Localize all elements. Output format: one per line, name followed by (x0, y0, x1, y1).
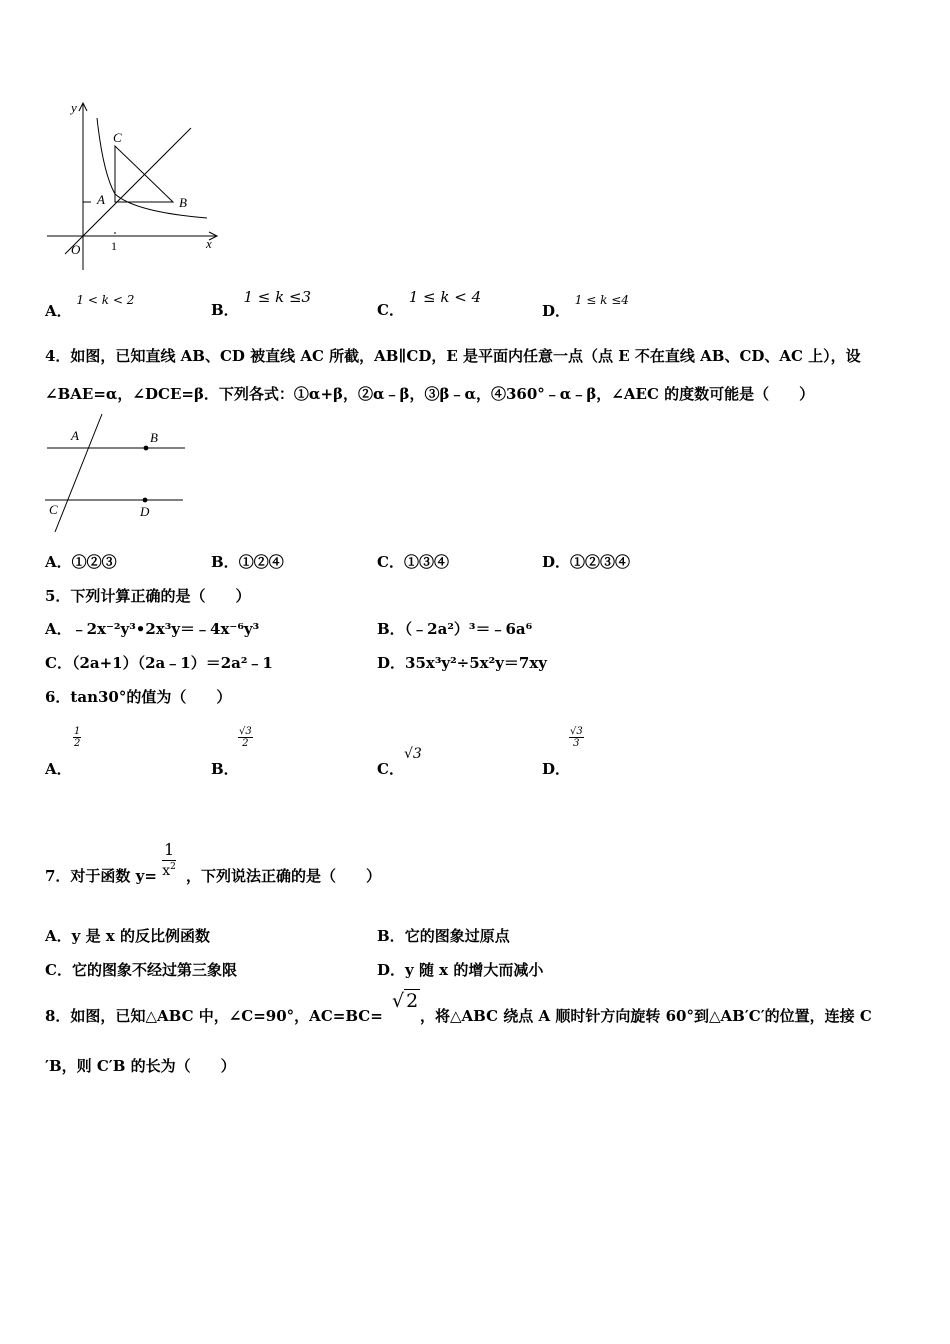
label-a: A (71, 428, 79, 443)
option-letter: D． (377, 961, 406, 979)
fraction (238, 726, 253, 749)
denominator: 3 (573, 738, 580, 749)
option-value: ①②④ (238, 553, 284, 571)
q5-option-d[interactable]: D．35x³y²÷5x²y＝7xy (377, 654, 548, 672)
q5-option-a[interactable]: A．﹣2x⁻²y³•2x³y＝﹣4x⁻⁶y³ (45, 620, 260, 638)
option-value: 1 ≤ k ≤4 (574, 293, 629, 307)
label-x: x (206, 236, 212, 251)
q7-option-d[interactable] (377, 959, 543, 980)
option-value: √3 (404, 746, 422, 762)
q7-prefix: 7．对于函数 y= (45, 867, 157, 885)
q7-option-b[interactable] (377, 925, 510, 946)
line-y-eq-x (65, 128, 191, 254)
q3-figure (45, 98, 225, 273)
q8-sqrt: √ 2 (392, 990, 419, 1012)
option-letter: A． (45, 553, 72, 571)
option-letter: D． (542, 553, 571, 571)
denominator: 2 (242, 738, 249, 749)
q4-stem-line2: ∠BAE=α，∠DCE=β．下列各式：①α+β，②α﹣β，③β﹣α，④360°﹣α﹣β，∠AEC 的度数可能是（ ） (45, 385, 815, 403)
label-1: 1 (111, 239, 117, 253)
q8-part1: 8．如图，已知△ABC 中，∠C=90°，AC=BC= (45, 1007, 383, 1025)
option-letter: D． (542, 302, 571, 320)
q8-part2: ，将△ABC 绕点 A 顺时针方向旋转 60°到△AB′C′的位置，连接 C (420, 1007, 872, 1025)
q4-option-b[interactable] (211, 551, 284, 572)
den-exp: 2 (170, 862, 176, 872)
option-value: y 随 x 的增大而减小 (405, 961, 544, 979)
option-letter: A． (45, 927, 72, 945)
option-value: 1 ≤ k < 4 (408, 288, 482, 306)
option-letter: D． (542, 760, 571, 778)
label-o: O (71, 242, 81, 257)
numerator: √3 (239, 726, 252, 737)
fraction (569, 726, 584, 749)
option-value: ①②③④ (570, 553, 631, 571)
option-value: y 是 x 的反比例函数 (71, 927, 210, 945)
label-c: C (113, 130, 122, 145)
option-letter: C． (377, 301, 404, 319)
q5-stem: 5．下列计算正确的是（ ） (45, 587, 251, 605)
option-value: 它的图象不经过第三象限 (71, 961, 237, 979)
q7-suffix: ，下列说法正确的是（ ） (186, 867, 382, 885)
option-letter: B． (211, 301, 239, 319)
option-letter: B． (211, 553, 239, 571)
option-letter: C． (377, 760, 404, 778)
numerator: 1 (74, 726, 81, 737)
label-a: A (97, 192, 105, 207)
q6-stem: 6．tan30°的值为（ ） (45, 688, 232, 706)
option-value: 1 ≤ k ≤3 (243, 288, 312, 306)
q3-option-b[interactable] (211, 286, 312, 319)
sqrt-radicand: 2 (406, 990, 419, 1012)
denominator: 2 (74, 738, 81, 749)
denominator (162, 861, 176, 881)
q7-fraction (162, 840, 176, 881)
q4-option-a[interactable] (45, 551, 117, 572)
q3-option-a[interactable] (45, 288, 135, 320)
option-letter: A． (45, 302, 72, 320)
q4-stem-line1: 4．如图，已知直线 AB、CD 被直线 AC 所截，AB∥CD，E 是平面内任意一点（点 E 不在直线 AB、CD、AC 上），设 (45, 347, 861, 365)
q7-option-c[interactable] (45, 959, 237, 980)
fraction (73, 726, 81, 749)
point-d (143, 498, 148, 503)
q7-option-a[interactable] (45, 925, 210, 946)
q5-option-c[interactable]: C．（2a+1）（2a﹣1）＝2a²﹣1 (45, 654, 273, 672)
label-b: B (179, 195, 187, 210)
option-value: ①②③ (71, 553, 117, 571)
point-b (144, 446, 149, 451)
label-y: y (71, 100, 77, 115)
den-base: x (162, 863, 171, 879)
q3-option-c[interactable] (377, 286, 482, 319)
option-letter: C． (45, 961, 72, 979)
q5-option-b[interactable]: B．（﹣2a²）³＝﹣6a⁶ (377, 620, 533, 638)
q4-option-c[interactable] (377, 551, 449, 572)
label-c: C (49, 502, 58, 517)
option-letter: A． (45, 760, 72, 778)
numerator: 1 (164, 840, 175, 859)
option-value: ①③④ (403, 553, 449, 571)
q4-option-d[interactable] (542, 551, 630, 572)
label-b: B (150, 430, 158, 445)
q8-stem-line2: ′B，则 C′B 的长为（ ） (45, 1057, 236, 1075)
option-letter: C． (377, 553, 404, 571)
q3-option-d[interactable] (542, 288, 629, 320)
option-value: 它的图象过原点 (404, 927, 510, 945)
numerator: √3 (570, 726, 583, 737)
q4-figure (45, 412, 190, 537)
option-letter: B． (211, 760, 239, 778)
option-letter: B． (377, 927, 405, 945)
option-value: 1 < k < 2 (76, 293, 135, 307)
label-d: D (140, 504, 150, 519)
